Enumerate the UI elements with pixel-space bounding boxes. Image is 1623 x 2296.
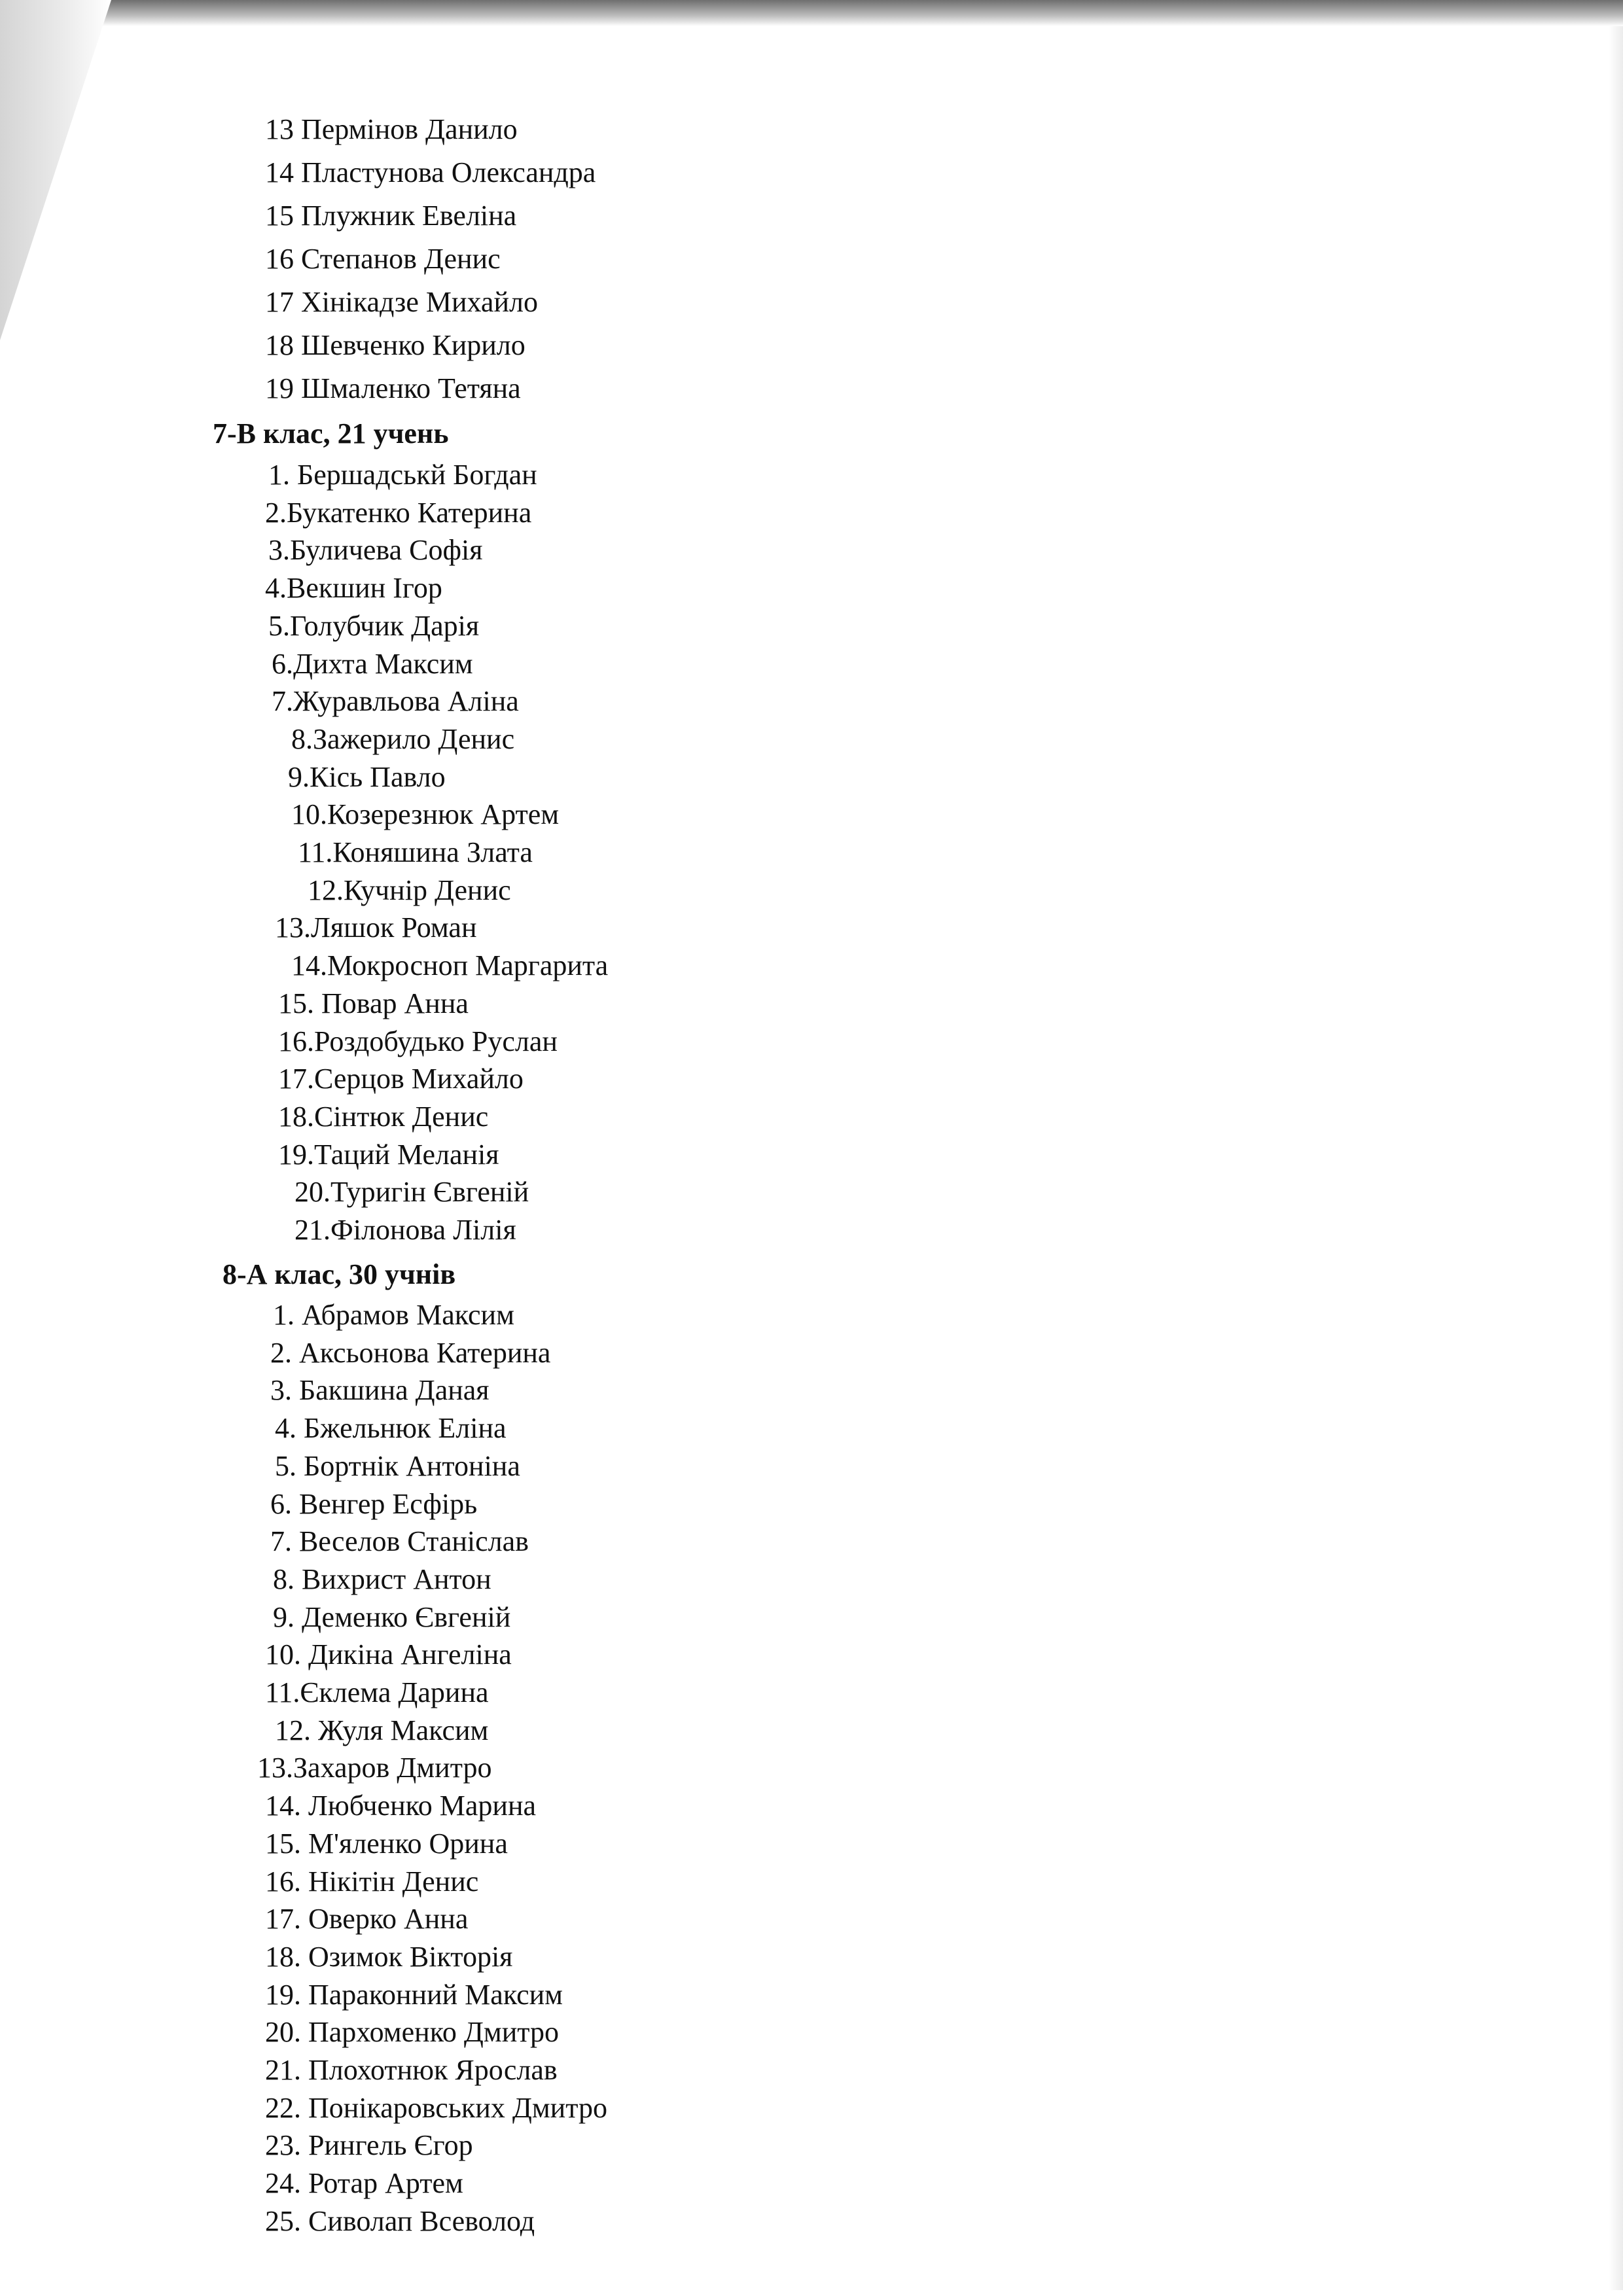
list-item: 15. М'яленко Орина bbox=[265, 1828, 508, 1860]
list-item: 9.Кісь Павло bbox=[288, 761, 446, 793]
list-item: 18. Озимок Вікторія bbox=[265, 1941, 513, 1973]
list-item: 11.Коняшина Злата bbox=[298, 836, 533, 868]
list-item: 6.Дихта Максим bbox=[272, 648, 473, 680]
section-heading-7v: 7-В клас, 21 учень bbox=[213, 417, 449, 450]
list-item: 21. Плохотнюк Ярослав bbox=[265, 2054, 558, 2086]
list-item: 2. Аксьонова Катерина bbox=[270, 1337, 551, 1369]
list-item: 19.Таций Меланія bbox=[278, 1139, 499, 1171]
list-item: 13.Захаров Дмитро bbox=[257, 1752, 492, 1784]
list-item: 21.Філонова Лілія bbox=[294, 1214, 516, 1246]
list-item: 4.Векшин Ігор bbox=[265, 572, 442, 604]
list-item: 5.Голубчик Дарія bbox=[268, 610, 480, 642]
list-item: 17. Оверко Анна bbox=[265, 1903, 469, 1935]
list-item: 5. Бортнік Антоніна bbox=[275, 1450, 520, 1482]
list-item: 14.Мокросноп Маргарита bbox=[291, 949, 609, 981]
list-item: 22. Понікаровських Дмитро bbox=[265, 2092, 607, 2124]
list-item: 12.Кучнір Денис bbox=[308, 874, 511, 906]
list-item: 17.Серцов Михайло bbox=[278, 1063, 524, 1095]
list-item: 6. Венгер Есфірь bbox=[270, 1488, 478, 1520]
list-item: 24. Ротар Артем bbox=[265, 2167, 463, 2199]
list-item: 15 Плужник Евеліна bbox=[265, 200, 517, 232]
list-item: 13.Ляшок Роман bbox=[275, 911, 477, 944]
list-item: 20. Пархоменко Дмитро bbox=[265, 2016, 560, 2048]
list-item: 7.Журавльова Аліна bbox=[272, 685, 519, 717]
list-item: 14 Пластунова Олександра bbox=[265, 156, 596, 188]
list-item: 20.Туригін Євгеній bbox=[294, 1176, 529, 1208]
list-item: 7. Веселов Станіслав bbox=[270, 1525, 529, 1557]
list-item: 17 Хінікадзе Михайло bbox=[265, 286, 538, 318]
list-item: 8.Зажерило Денис bbox=[291, 723, 515, 755]
list-item: 16 Степанов Денис bbox=[265, 243, 501, 275]
list-item: 13 Пермінов Данило bbox=[265, 113, 518, 145]
list-item: 19 Шмаленко Тетяна bbox=[265, 372, 521, 404]
list-item: 3.Буличева Софія bbox=[268, 534, 483, 566]
list-item: 11.Єклема Дарина bbox=[265, 1676, 489, 1708]
list-item: 9. Деменко Євгеній bbox=[273, 1601, 511, 1633]
list-item: 2.Букатенко Катерина bbox=[265, 497, 532, 529]
list-item: 12. Жуля Максим bbox=[275, 1714, 489, 1746]
list-item: 18.Сінтюк Денис bbox=[278, 1101, 489, 1133]
list-item: 10. Дикіна Ангеліна bbox=[265, 1638, 512, 1670]
list-item: 18 Шевченко Кирило bbox=[265, 329, 526, 361]
list-item: 19. Параконний Максим bbox=[265, 1979, 563, 2011]
list-item: 15. Повар Анна bbox=[278, 987, 469, 1019]
section-heading-8a: 8-А клас, 30 учнів bbox=[223, 1258, 456, 1290]
list-item: 14. Любченко Марина bbox=[265, 1790, 537, 1822]
list-item: 16.Роздобудько Руслан bbox=[278, 1025, 558, 1057]
list-item: 10.Козерезнюк Артем bbox=[291, 798, 560, 830]
list-item: 8. Вихрист Антон bbox=[273, 1563, 491, 1595]
list-item: 16. Нікітін Денис bbox=[265, 1865, 479, 1898]
list-item: 23. Рингель Єгор bbox=[265, 2129, 473, 2161]
list-item: 4. Бжельнюк Еліна bbox=[275, 1412, 507, 1444]
list-item: 25. Сиволап Всеволод bbox=[265, 2205, 535, 2237]
list-item: 3. Бакшина Даная bbox=[270, 1374, 490, 1406]
list-item: 1. Абрамов Максим bbox=[273, 1299, 514, 1331]
list-item: 1. Бершадськй Богдан bbox=[268, 459, 537, 491]
